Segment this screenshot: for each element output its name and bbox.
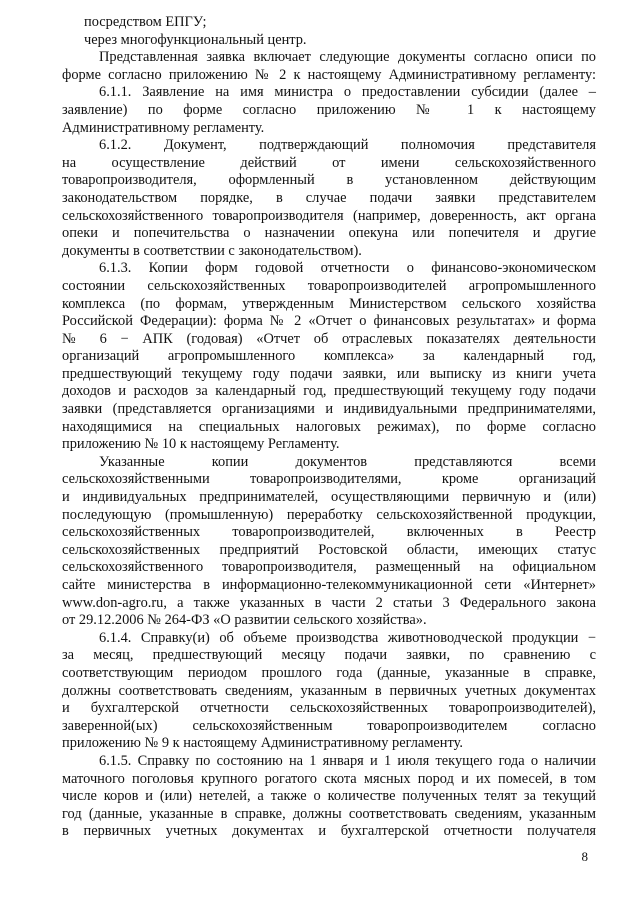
text-line: 6.1.1. Заявление на имя министра о предоставлении субсидии (далее – — [99, 84, 596, 101]
text-line: 6.1.2. Документ, подтверждающий полномочия представителя — [99, 137, 596, 154]
text-line: № 6 − АПК (годовая) «Отчет об отраслевых показателях деятельности — [62, 330, 596, 347]
text-line: соответствующим периодом прошлого года (данные, указанные в справке, — [62, 664, 596, 681]
text-line: заявление) по форме согласно приложению № 1 к настоящему — [62, 101, 596, 118]
text-line: должны соответствовать сведениям, указанным в первичных учетных документах — [62, 682, 596, 699]
text-line: комплекса (по формам, утвержденным Министерством сельского хозяйства — [62, 295, 596, 312]
text-line: Представленная заявка включает следующие документы согласно описи по — [99, 49, 596, 66]
text-line: организаций агропромышленного комплекса» за календарный год, — [62, 348, 596, 365]
text-line: документы в соответствии с законодательством). — [62, 242, 362, 259]
text-line: заверенной(ых) сельскохозяйственным товаропроизводителем согласно — [62, 717, 596, 734]
text-line: сельскохозяйственных товаропроизводителей, включенных в Реестр — [62, 524, 596, 541]
text-line: заявки (представляется организациями и индивидуальными предпринимателями, — [62, 401, 596, 418]
text-line: доходов и расходов за календарный год, предшествующий текущему году подачи — [62, 383, 596, 400]
text-line: форме согласно приложению № 2 к настоящему Административному регламенту: — [62, 66, 596, 83]
text-line: 6.1.4. Справку(и) об объеме производства животноводческой продукции − — [99, 629, 596, 646]
text-line: находящимися на специальных налоговых режимах), по форме согласно — [62, 418, 596, 435]
text-line: посредством ЕПГУ; — [84, 14, 207, 30]
text-line: Указанные копии документов представляются всеми — [99, 453, 596, 470]
text-line: сельскохозяйственного товаропроизводителя, размещенный на официальном — [62, 559, 596, 576]
text-line: и индивидуальных предпринимателей, осуществляющими первичную и (или) — [62, 489, 596, 506]
text-line: Российской Федерации): форма № 2 «Отчет о финансовых результатах» и форма — [62, 313, 596, 330]
document-body — [62, 14, 596, 841]
text-line: опеки и попечительства о назначении опекуна или попечителя и другие — [62, 225, 596, 242]
text-line: числе коров и (или) нетелей, а также о количестве полученных телят за текущий — [62, 788, 596, 805]
text-line: в первичных учетных документах и бухгалтерской отчетности получателя — [62, 823, 596, 840]
text-line: последующую (промышленную) переработку сельскохозяйственной продукции, — [62, 506, 596, 523]
text-line: сайте министерства в информационно-телекоммуникационной сети «Интернет» — [62, 577, 596, 593]
text-line: Административному регламенту. — [62, 119, 265, 136]
text-line: сельскохозяйственными товаропроизводителями, кроме организаций — [62, 471, 596, 488]
text-line: сельскохозяйственных предприятий Ростовской области, имеющих статус — [62, 541, 596, 558]
text-line: 6.1.5. Справку по состоянию на 1 января и 1 июля текущего года о наличии — [99, 752, 596, 769]
text-line: на осуществление действий от имени сельскохозяйственного — [62, 154, 596, 171]
text-line: законодательством порядке, в случае подачи заявки представителем — [62, 189, 596, 206]
text-line: товаропроизводителя, оформленный в установленном действующим — [62, 172, 596, 189]
text-line: год (данные, указанные в справке, должны соответствовать сведениям, указанным — [62, 805, 596, 822]
text-line: предшествующий текущему году подачи заявки, или выписку из книги учета — [62, 365, 596, 382]
text-line: через многофункциональный центр. — [84, 31, 307, 48]
text-line: сельскохозяйственного товаропроизводителя (например, доверенность, акт органа — [62, 207, 596, 224]
text-line: от 29.12.2006 № 264-ФЗ «О развитии сельского хозяйства». — [62, 612, 427, 629]
text-line: приложению № 10 к настоящему Регламенту. — [62, 436, 340, 453]
text-line: www.don-agro.ru, а также указанных в части 2 статьи 3 Федерального закона — [62, 594, 596, 611]
text-line: приложению № 9 к настоящему Административному регламенту. — [62, 735, 463, 752]
text-line: маточного поголовья крупного рогатого скота мясных пород и их помесей, в том — [62, 770, 596, 787]
text-line: за месяц, предшествующий месяцу подачи заявки, по сравнению с — [62, 647, 596, 664]
text-line: 6.1.3. Копии форм годовой отчетности о финансово-экономическом — [99, 260, 596, 277]
text-line: состоянии сельскохозяйственных товаропроизводителей агропромышленного — [62, 277, 596, 294]
text-line: и бухгалтерской отчетности сельскохозяйственных товаропроизводителей), — [62, 700, 596, 717]
page-number: 8 — [581, 849, 588, 864]
